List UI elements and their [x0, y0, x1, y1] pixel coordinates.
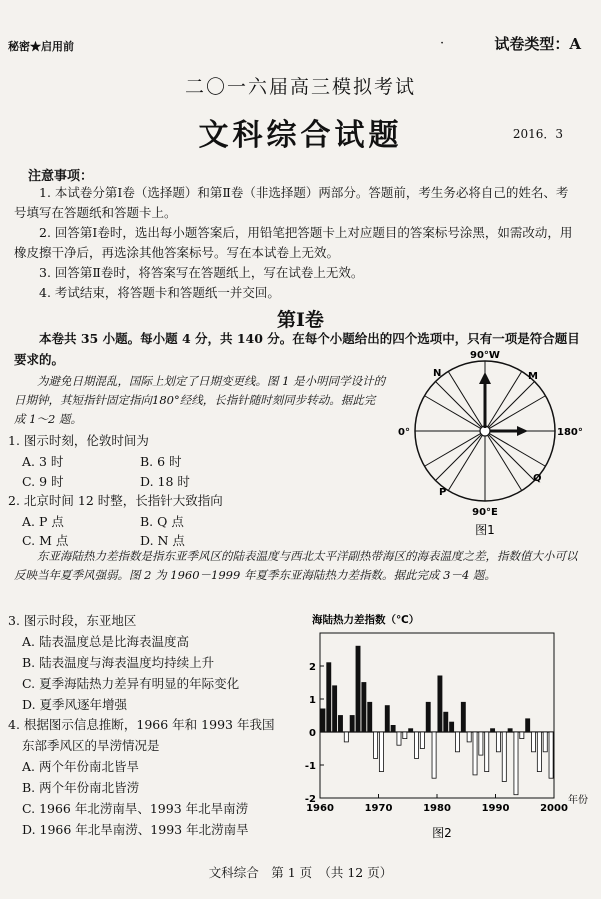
bar-1968: [368, 702, 372, 732]
confidential-label: 秘密★启用前: [8, 40, 74, 53]
plot-frame: [320, 633, 554, 798]
q1-option-b: B. 6 时: [140, 454, 182, 469]
section-title: 第Ⅰ卷: [277, 309, 324, 331]
question-3-stem: 3. 图示时段，东亚地区: [8, 613, 137, 628]
q1-option-c: C. 9 时: [22, 474, 64, 489]
bar-1999: [549, 732, 553, 778]
bar-1997: [537, 732, 541, 772]
notice-item-4: 4. 考试结束，将答题卡和答题纸一并交回。: [39, 285, 280, 300]
x-tick-label: 2000: [540, 803, 568, 814]
bar-1996: [531, 732, 535, 752]
y-tick-label: 0: [309, 728, 316, 739]
q2-option-a: A. P 点: [22, 514, 64, 529]
point-n: N: [433, 368, 442, 379]
bar-1961: [327, 663, 331, 732]
bar-1960: [321, 709, 325, 732]
q3-option-b: B. 陆表温度与海表温度均持续上升: [22, 655, 215, 670]
notice-item-1: 1. 本试卷分第Ⅰ卷（选择题）和第Ⅱ卷（非选择题）两部分。答题前，考生务必将自己的姓名、考号填写在答题纸和答题卡上。: [14, 185, 569, 220]
bar-1977: [420, 732, 424, 749]
bar-1985: [467, 732, 471, 742]
bar-1990: [496, 732, 500, 752]
bar-1984: [461, 702, 465, 732]
question-4-stem-1: 4. 根据图示信息推断，1966 年和 1993 年我国: [8, 717, 275, 732]
fig1-label-bottom: 90°E: [472, 507, 498, 518]
bar-1966: [356, 646, 360, 732]
paper-type: 试卷类型：A: [494, 35, 581, 53]
bar-1974: [403, 732, 407, 739]
page-footer: 文科综合 第 1 页 （共 12 页）: [208, 865, 393, 880]
bar-1969: [374, 732, 378, 758]
exam-date: 2016．3: [512, 127, 563, 141]
y-tick-label: 2: [309, 662, 316, 673]
notice-heading: 注意事项：: [28, 169, 94, 184]
bar-1994: [520, 732, 524, 739]
bar-1982: [450, 722, 454, 732]
q1-option-a: A. 3 时: [22, 454, 64, 469]
x-tick-label: 1980: [423, 803, 451, 814]
passage-1: 为避免日期混乱，国际上划定了日期变更线。图 1 是小明同学设计的日期钟，其短指针固定指向180°经线，长指针随时刻同步转动。据此完成 1～2 题。: [14, 374, 386, 426]
y-tick-label: -2: [304, 794, 316, 805]
bar-1986: [473, 732, 477, 775]
y-tick-label: 1: [309, 695, 316, 706]
bar-1963: [338, 716, 342, 733]
point-q: Q: [533, 473, 542, 484]
bar-1995: [526, 719, 530, 732]
bar-1987: [479, 732, 483, 755]
date-clock-figure: [395, 350, 585, 540]
heat-index-chart: [292, 605, 592, 845]
q3-option-a: A. 陆表温度总是比海表温度高: [22, 634, 189, 649]
fig1-label-left: 0°: [398, 427, 410, 438]
chart-title: 海陆热力差指数（℃）: [312, 614, 420, 626]
q4-option-a: A. 两个年份南北皆旱: [22, 759, 139, 774]
question-4-stem-2: 东部季风区的旱涝情况是: [22, 738, 160, 753]
q2-option-c: C. M 点: [22, 533, 69, 548]
bar-1992: [508, 729, 512, 732]
bar-1983: [455, 732, 459, 752]
bar-1972: [391, 725, 395, 732]
notice-item-2: 2. 回答第Ⅰ卷时，选出每小题答案后，用铅笔把答题卡上对应题目的答案标号涂黑，如需改动，用橡皮擦干净后，再选涂其他答案标号。写在本试卷上无效。: [14, 225, 573, 260]
bar-1973: [397, 732, 401, 745]
chart-xlabel: 年份: [568, 795, 588, 806]
q1-option-d: D. 18 时: [140, 474, 190, 489]
fig1-label-top: 90°W: [470, 350, 500, 361]
bar-1980: [438, 676, 442, 732]
x-tick-label: 1960: [306, 803, 334, 814]
x-tick-label: 1990: [481, 803, 510, 814]
question-1-stem: 1. 图示时刻，伦敦时间为: [8, 433, 149, 448]
bar-1965: [350, 716, 354, 733]
bar-1964: [344, 732, 348, 742]
section-intro: 本卷共 35 小题。每小题 4 分，共 140 分。在每个小题给出的四个选项中，只有一项是符合题目要求的。: [14, 331, 580, 367]
bar-1991: [502, 732, 506, 782]
passage-2: 东亚海陆热力差指数是指东亚季风区的陆表温度与西北太平洋副热带海区的海表温度之差，指数值大小可以反映当年夏季风强弱。图 2 为 1960－1999 年夏季东亚海陆热力差指数。据此完成 3－4 题。: [14, 549, 578, 582]
bar-1979: [432, 732, 436, 778]
q3-option-d: D. 夏季风逐年增强: [22, 697, 128, 712]
q3-option-c: C. 夏季海陆热力差异有明显的年际变化: [22, 676, 240, 691]
bar-1981: [444, 712, 448, 732]
bar-1988: [485, 732, 489, 772]
q2-option-d: D. N 点: [140, 533, 185, 548]
q2-option-b: B. Q 点: [140, 514, 184, 529]
bar-1993: [514, 732, 518, 795]
notice-item-3: 3. 回答第Ⅱ卷时，将答案写在答题纸上，写在试卷上无效。: [39, 265, 364, 280]
bar-1989: [491, 729, 495, 732]
q4-option-b: B. 两个年份南北皆涝: [22, 780, 140, 795]
point-m: M: [528, 371, 538, 382]
fig2-caption: 图2: [432, 826, 452, 840]
q4-option-c: C. 1966 年北涝南旱、1993 年北旱南涝: [22, 801, 249, 816]
bar-1975: [409, 729, 413, 732]
x-tick-label: 1970: [364, 803, 393, 814]
bar-1967: [362, 683, 366, 733]
bar-1978: [426, 702, 430, 732]
question-2-stem: 2. 北京时间 12 时整，长指针大致指向: [8, 493, 223, 508]
q4-option-d: D. 1966 年北旱南涝、1993 年北涝南旱: [22, 822, 249, 837]
bar-1971: [385, 706, 389, 732]
bar-1970: [379, 732, 383, 772]
y-tick-label: -1: [304, 761, 316, 772]
bar-1998: [543, 732, 547, 752]
stray-dot: ·: [440, 36, 445, 51]
fig1-label-right: 180°: [557, 427, 583, 438]
fig1-caption: 图1: [475, 523, 495, 537]
bar-1976: [414, 732, 418, 758]
point-p: P: [439, 487, 447, 498]
exam-name: 二〇一六届高三模拟考试: [184, 76, 416, 98]
paper-title: 文科综合试题: [198, 118, 403, 153]
bar-1962: [333, 686, 337, 732]
